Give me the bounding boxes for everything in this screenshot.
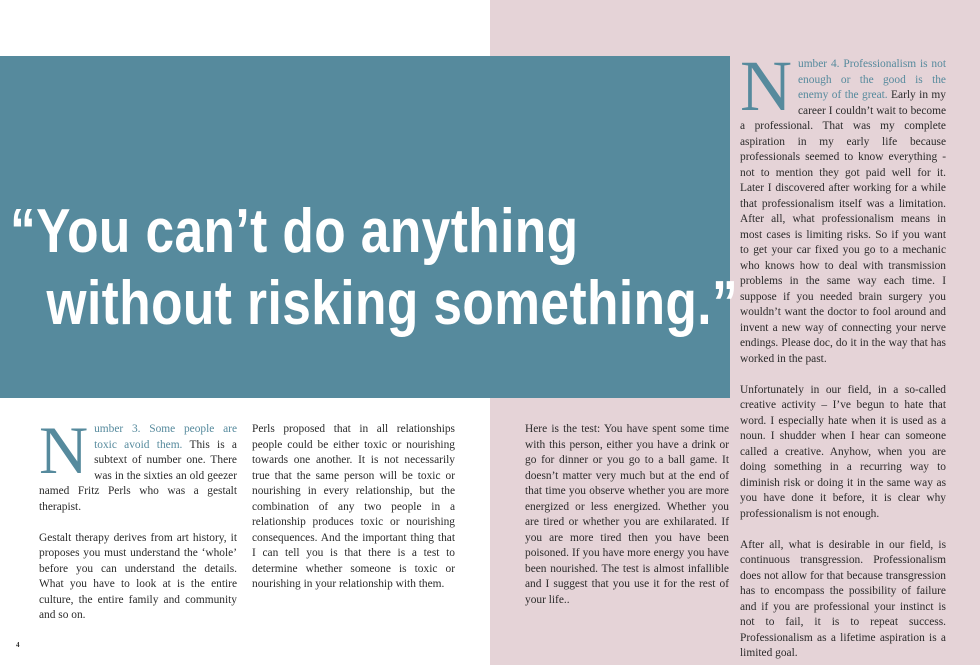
paragraph: Gestalt therapy derives from art history, it proposes you must understand the ‘whole’ before you can understand the details. What you have to look at is the entire culture, the entire family and community and so on. — [39, 531, 237, 621]
text-column-1 — [39, 412, 237, 624]
text-column-3 — [525, 422, 729, 608]
section-lead: umber 4. Professionalism is not enough or the good is the enemy of the great. — [798, 58, 946, 101]
paragraph — [39, 412, 237, 515]
pull-quote — [10, 196, 739, 340]
paragraph — [740, 46, 946, 367]
paragraph-text: This is a subtext of number one. There was in the sixties an old geezer named Fritz Perls who was a gestalt therapist. — [39, 438, 237, 513]
section-lead: umber 3. Some people are toxic avoid them. — [94, 423, 237, 451]
text-column-2 — [252, 422, 455, 593]
paragraph: Perls proposed that in all relationships people could be either toxic or nourishing towards one another. It is not necessarily true that the same person will be toxic or nourishing in every relationship, but the combination of any two people in a relationship produces toxic or nourishing consequences. And the important thing that I can tell you is that there is a test to determine whether someone is toxic or nourishing in your relationship with them. — [252, 423, 455, 590]
pull-quote-panel — [0, 56, 739, 398]
paragraph: After all, what is desirable in our field, is continuous transgression. Professionalism does not allow for that because transgression has to encompass the possibility of failure and if you are professional your instinct is not to fail, it is to repeat success. Professionalism as a lifetime aspiration is a limited goal. — [740, 538, 946, 659]
paragraph: Here is the test: You have spent some time with this person, either you have a drink or go for dinner or you go to a ball game. It doesn’t matter very much but at the end of that time you observe whether you are more energized or less energized. Whether you are tired or whether you are exhilarated. If you are more tired then you have been poisoned. If you have more energy you have been nourished. The test is almost infallible and I suggest that you use it for the rest of your life.. — [525, 423, 729, 606]
pull-quote-line-1: “You can’t do anything — [10, 197, 579, 266]
paragraph-text: Early in my career I couldn’t wait to become a professional. That was my complete aspiration in my early life because professionals seemed to know everything - not to mention they got paid well for it. Later I discovered after working for a while that professionalism itself was a limitation. After all, what professionalism means in most cases is limiting risks. So if you want to get your car fixed you go to a mechanic who knows how to deal with transmission problems in the same way each time. I suppose if you needed brain surgery you wouldn’t want the doctor to fool around and invent a new way of connecting your nerve endings. Please doc, do it in the way that has worked in the past. — [740, 89, 946, 365]
drop-cap: N — [39, 412, 89, 488]
drop-cap: N — [740, 46, 792, 126]
text-column-4 — [740, 46, 946, 662]
page-number: 4 — [16, 641, 20, 649]
pull-quote-line-2: without risking something.” — [46, 269, 739, 338]
paragraph: Unfortunately in our field, in a so-called creative activity – I’ve begun to hate that word. I especially hate when it is used as a noun. I shudder when I hear can someone called a creative. Anyhow, when you are doing something in a recurring way to diminish risk or doing it in the same way as you have done it before, it is clear why professionalism is not enough. — [740, 383, 946, 520]
